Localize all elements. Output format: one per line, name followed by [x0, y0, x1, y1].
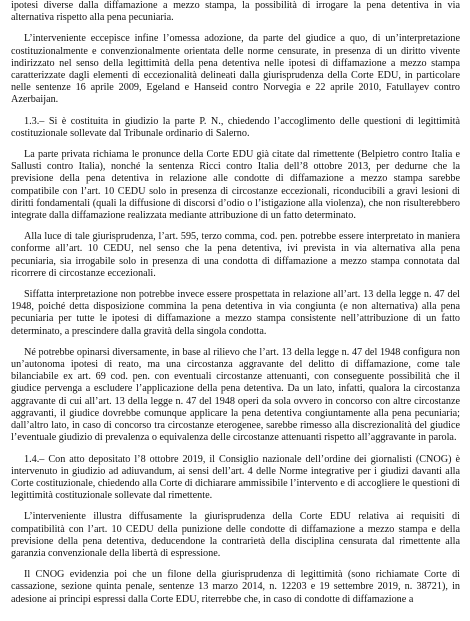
paragraph-section-1-4: 1.4.– Con atto depositato l’8 ottobre 2019, il Consiglio nazionale dell’ordine dei giornalisti (CNOG) è intervenuto in giudizio ad adiuvandum, ai sensi dell’art. 4 delle Norme integrative per i giudizi davanti alla Corte costituzionale, chiedendo alla Corte di dichiarare ammissibile l’intervento e di accogliere le questioni di legittimità costituzionale sollevate dal rimettente. [11, 453, 460, 502]
paragraph-siffatta: Siffatta interpretazione non potrebbe invece essere prospettata in relazione all’art. 13 della legge n. 47 del 1948, poiché detta disposizione commina la pena detentiva in via congiunta (e non alternativa) alla pena pecuniaria per tutte le ipotesi di diffamazione a mezzo stampa consistente nell’attribuzione di un fatto determinato, a prescindere dalla gravità della singola condotta. [11, 289, 460, 337]
paragraph-interveniente-illustra: L’interveniente illustra diffusamente la giurisprudenza della Corte EDU relativa ai requisiti di compatibilità con l’art. 10 CEDU della punizione delle condotte di diffamazione a mezzo stampa e della previsione della pena detentiva, deducendone la contrarietà della disciplina censurata dal rimettente alla garanzia convenzionale della libertà di espressione. [11, 511, 460, 559]
paragraph-ne-potrebbe: Né potrebbe opinarsi diversamente, in base al rilievo che l’art. 13 della legge n. 47 del 1948 configura non un’autonoma ipotesi di reato, ma una circostanza aggravante del delitto di diffamazione, come tale bilanciabile ex art. 69 cod. pen. con eventuali circostanze attenuanti, con conseguente possibilità che il giudice pervenga a escludere l’applicazione della pena detentiva. Da un lato, infatti, qualora la circostanza aggravante di cui all’art. 13 della legge n. 47 del 1948 operi da sola ovvero in concorso con altre circostanze aggravanti, il giudice dovrebbe comunque applicare la pena detentiva congiuntamente alla pena pecuniaria; dall’altro lato, in caso di concorso tra circostanze eterogenee, sarebbe rimesso alla discrezionalità del giudice l’eventuale giudizio di prevalenza o equivalenza delle circostanze attenuanti rispetto all’aggravante in parola. [11, 346, 460, 444]
paragraph-parte-privata: La parte privata richiama le pronunce della Corte EDU già citate dal rimettente (Belpietro contro Italia e Sallusti contro Italia), nonché la sentenza Ricci contro Italia dell’8 ottobre 2013, per dedurne che la previsione della pena detentiva in relazione alle condotte di diffamazione a mezzo stampa sarebbe compatibile con l’art. 10 CEDU solo in presenza di circostanze eccezionali, riconducibili a gravi lesioni di diritti fondamentali (quali la diffusione di discorsi d’odio o l’istigazione alla violenza), che non risulterebbero integrate dalla diffamazione realizzata mediante attribuzione di un fatto determinato. [11, 149, 460, 222]
paragraph-interveniente-eccepisce: L’interveniente eccepisce infine l’omessa adozione, da parte del giudice a quo, di un’interpretazione costituzionalmente e convenzionalmente orientata delle norme censurate, in presenza di un diritto vivente indirizzato nel senso della legittimità della pena detentiva nelle ipotesi di diffamazione a mezzo stampa caratterizzate dagli elementi di eccezionalità delineati dalla giurisprudenza della Corte EDU, in particolare nelle sentenze 16 aprile 2009, Egeland e Hanseid contro Norvegia e 22 aprile 2010, Fatullayev contro Azerbaijan. [11, 33, 460, 106]
paragraph-section-1-3: 1.3.– Si è costituita in giudizio la parte P. N., chiedendo l’accoglimento delle questioni di legittimità costituzionale sollevate dal Tribunale ordinario di Salerno. [11, 115, 460, 139]
paragraph-continuation: ipotesi diverse dalla diffamazione a mezzo stampa, la possibilità di irrogare la pena detentiva in via alternativa rispetto alla pena pecuniaria. [11, 0, 460, 24]
paragraph-cnog-evidenzia: Il CNOG evidenzia poi che un filone della giurisprudenza di legittimità (sono richiamate Corte di cassazione, sezione quinta penale, sentenze 13 marzo 2014, n. 12203 e 19 settembre 2019, n. 38721), in adesione ai principi espressi dalla Corte EDU, riterrebbe che, in caso di condotte di diffamazione a [11, 569, 460, 605]
paragraph-alla-luce: Alla luce di tale giurisprudenza, l’art. 595, terzo comma, cod. pen. potrebbe essere interpretato in maniera conforme all’art. 10 CEDU, nel senso che la pena detentiva, ivi prevista in via alternativa alla pena pecuniaria, sia irrogabile solo in presenza di una condotta di diffamazione a mezzo stampa connotata dal ricorrere di circostanze eccezionali. [11, 231, 460, 279]
